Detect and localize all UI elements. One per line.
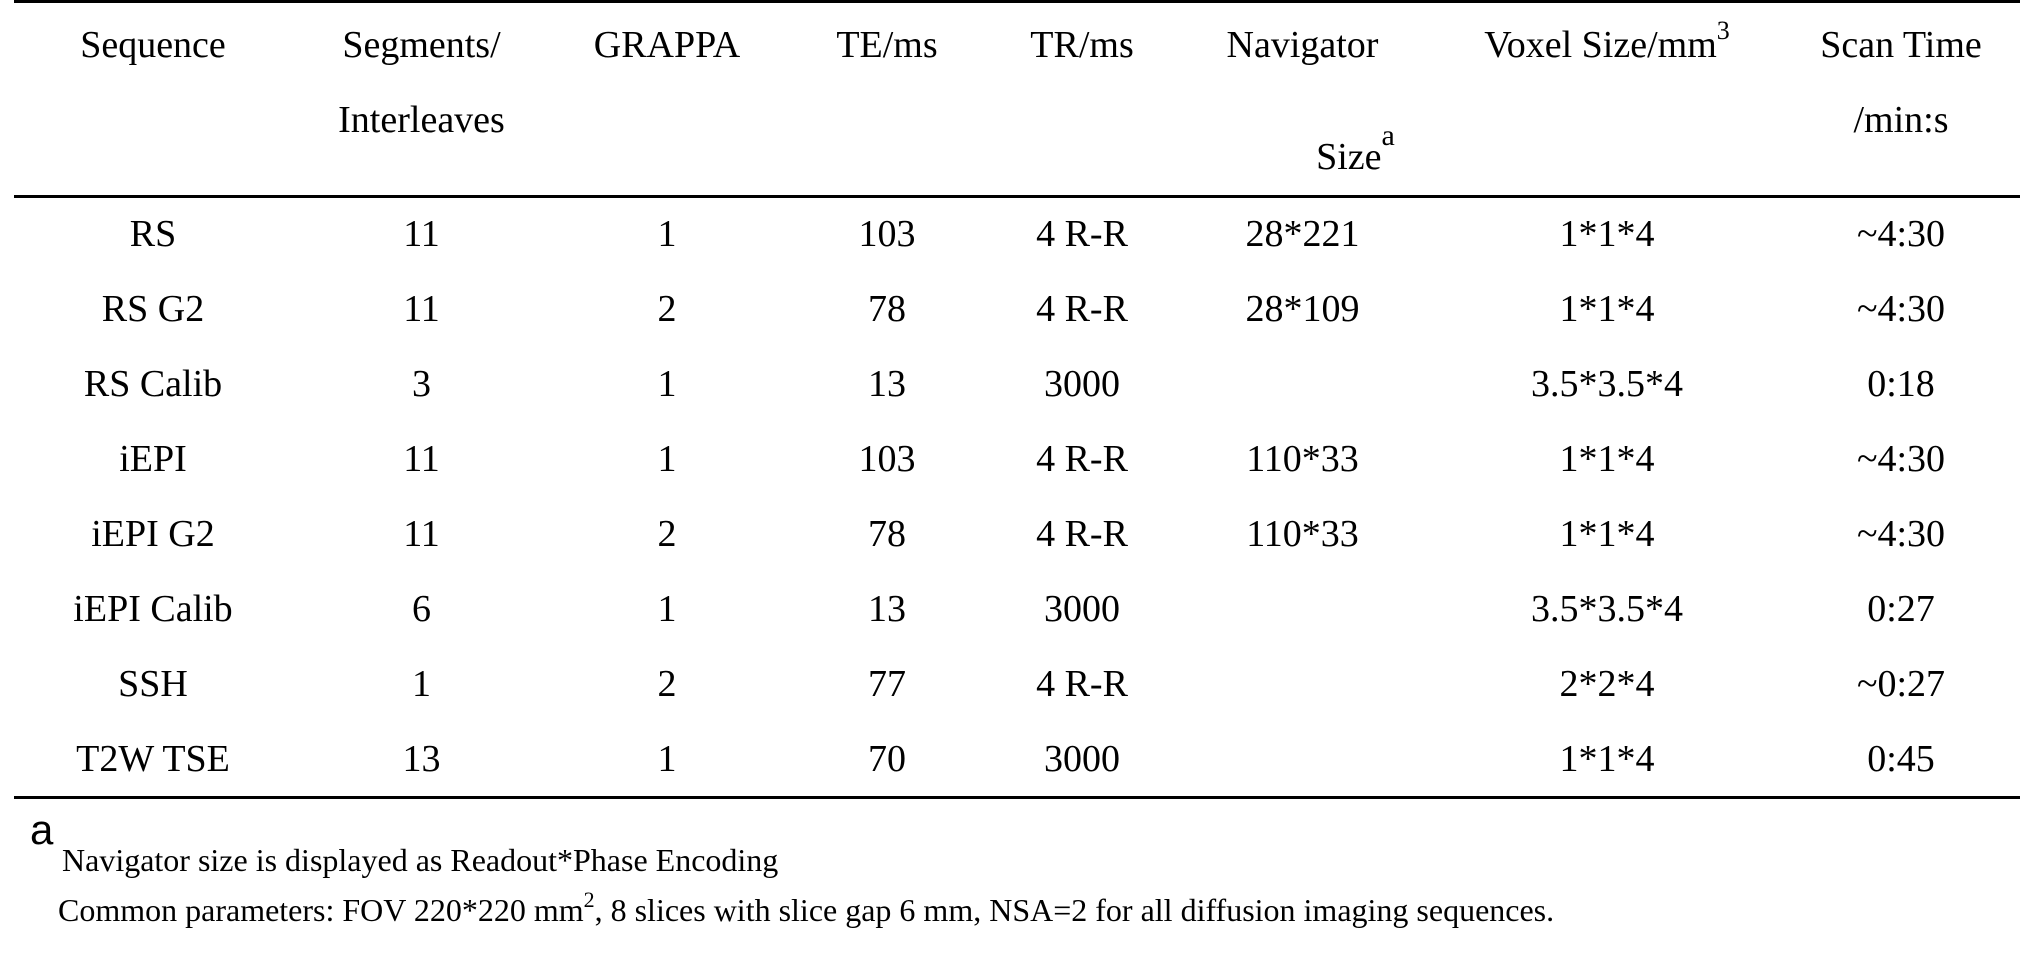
fov-unit-superscript: 2 bbox=[583, 887, 595, 913]
cell-navigator: 28*221 bbox=[1245, 213, 1360, 255]
cell-tr: 4 R-R bbox=[1036, 438, 1128, 480]
cell-segments: 11 bbox=[403, 438, 440, 480]
footnote-marker: a bbox=[30, 806, 54, 853]
cell-grappa: 1 bbox=[657, 588, 677, 630]
cell-sequence: RS Calib bbox=[83, 363, 223, 405]
cell-voxel: 2*2*4 bbox=[1559, 663, 1655, 705]
table-row bbox=[14, 572, 2020, 647]
header-navigator: Navigator bbox=[1226, 24, 1379, 66]
cell-segments: 6 bbox=[412, 588, 431, 630]
cell-segments: 1 bbox=[412, 663, 431, 705]
cell-voxel: 3.5*3.5*4 bbox=[1531, 363, 1683, 405]
cell-scan-time: ~4:30 bbox=[1856, 438, 1946, 480]
cell-tr: 4 R-R bbox=[1036, 513, 1128, 555]
cell-grappa: 1 bbox=[657, 213, 677, 255]
cell-sequence: iEPI Calib bbox=[73, 588, 233, 630]
cell-grappa: 1 bbox=[657, 738, 677, 780]
cell-grappa: 1 bbox=[657, 438, 677, 480]
header-segments: Segments/ Interleaves bbox=[338, 24, 505, 141]
cell-te: 13 bbox=[868, 363, 906, 405]
cell-te: 78 bbox=[868, 288, 906, 330]
cell-te: 13 bbox=[868, 588, 906, 630]
header-voxel-size: Voxel Size/$mm^3$ bbox=[1484, 16, 1730, 66]
table-row bbox=[14, 422, 2020, 497]
cell-scan-time: 0:27 bbox=[1867, 588, 1935, 630]
cell-sequence: iEPI G2 bbox=[91, 513, 215, 555]
cell-scan-time: 0:18 bbox=[1867, 363, 1935, 405]
cell-te: 103 bbox=[858, 213, 916, 255]
cell-navigator bbox=[1173, 347, 1432, 422]
cell-navigator: 110*33 bbox=[1246, 513, 1359, 555]
cell-scan-time: ~4:30 bbox=[1856, 513, 1946, 555]
table-row bbox=[14, 272, 2020, 347]
voxel-unit-superscript: 3 bbox=[1716, 16, 1730, 46]
cell-te: 70 bbox=[868, 738, 906, 780]
cell-sequence: RS bbox=[129, 213, 177, 255]
cell-segments: 11 bbox=[403, 288, 440, 330]
cell-navigator bbox=[1173, 572, 1432, 647]
table-header-row bbox=[14, 0, 2020, 197]
cell-voxel: 3.5*3.5*4 bbox=[1531, 588, 1683, 630]
header-scan-time: Scan Time /min:s bbox=[1820, 24, 1982, 141]
cell-tr: 4 R-R bbox=[1036, 213, 1128, 255]
cell-voxel: 1*1*4 bbox=[1559, 213, 1655, 255]
navigator-footnote-marker: a bbox=[1381, 119, 1395, 153]
cell-segments: 3 bbox=[412, 363, 431, 405]
table-row bbox=[14, 347, 2020, 422]
cell-segments: 11 bbox=[403, 213, 440, 255]
cell-grappa: 2 bbox=[657, 513, 677, 555]
footnote-navigator: a Navigator size is displayed as Readout*Phase Encoding bbox=[30, 806, 779, 878]
cell-segments: 13 bbox=[402, 738, 441, 780]
cell-navigator bbox=[1173, 647, 1432, 722]
cell-voxel: 1*1*4 bbox=[1559, 738, 1655, 780]
cell-voxel: 1*1*4 bbox=[1559, 438, 1655, 480]
table-footnotes: a Navigator size is displayed as Readout*Phase Encoding Common parameters: FOV 220*220 $mm^2$, 8 slices with slice gap 6 mm, NSA=2 for all diffusion imaging sequences. bbox=[30, 810, 2010, 890]
cell-te: 77 bbox=[868, 663, 906, 705]
cell-navigator: 28*109 bbox=[1245, 288, 1360, 330]
cell-grappa: 1 bbox=[657, 363, 677, 405]
cell-sequence: SSH bbox=[118, 663, 188, 705]
table-row bbox=[14, 647, 2020, 722]
header-tr: TR/ms bbox=[1030, 24, 1134, 66]
cell-navigator bbox=[1173, 722, 1432, 797]
cell-voxel: 1*1*4 bbox=[1559, 288, 1655, 330]
table-row bbox=[14, 722, 2020, 797]
cell-tr: 3000 bbox=[1044, 738, 1120, 780]
cell-tr: 3000 bbox=[1044, 363, 1120, 405]
cell-scan-time: ~0:27 bbox=[1856, 663, 1946, 705]
table-row bbox=[14, 497, 2020, 572]
cell-scan-time: 0:45 bbox=[1867, 738, 1935, 780]
cell-navigator: 110*33 bbox=[1246, 438, 1359, 480]
header-sequence: Sequence bbox=[80, 24, 226, 66]
cell-tr: 4 R-R bbox=[1036, 663, 1128, 705]
cell-grappa: 2 bbox=[657, 288, 677, 330]
cell-sequence: T2W TSE bbox=[76, 738, 230, 780]
cell-sequence: iEPI bbox=[119, 438, 187, 480]
sequence-parameters-table bbox=[14, 0, 2020, 797]
header-te: TE/ms bbox=[836, 24, 938, 66]
cell-voxel: 1*1*4 bbox=[1559, 513, 1655, 555]
cell-tr: 3000 bbox=[1044, 588, 1120, 630]
table-row bbox=[14, 197, 2020, 272]
cell-tr: 4 R-R bbox=[1036, 288, 1128, 330]
cell-te: 78 bbox=[868, 513, 906, 555]
cell-scan-time: ~4:30 bbox=[1856, 288, 1946, 330]
cell-scan-time: ~4:30 bbox=[1856, 213, 1946, 255]
cell-segments: 11 bbox=[403, 513, 440, 555]
header-navigator-size: Size$^a$ bbox=[1316, 119, 1395, 178]
header-grappa: GRAPPA bbox=[593, 24, 741, 66]
cell-grappa: 2 bbox=[657, 663, 677, 705]
cell-te: 103 bbox=[858, 438, 916, 480]
cell-sequence: RS G2 bbox=[101, 288, 205, 330]
